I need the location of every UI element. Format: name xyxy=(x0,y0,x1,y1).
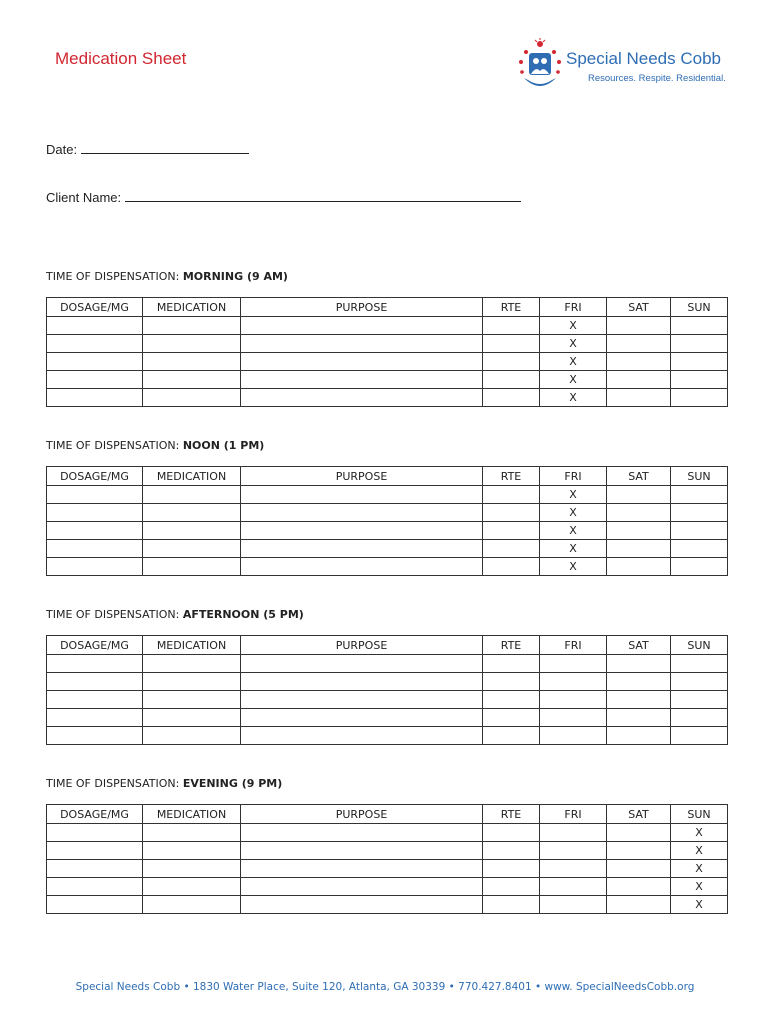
table-cell[interactable] xyxy=(607,655,671,673)
table-cell[interactable] xyxy=(607,824,671,842)
table-cell[interactable] xyxy=(671,486,728,504)
table-row xyxy=(47,709,728,727)
table-row xyxy=(47,655,728,673)
column-header: SUN xyxy=(671,636,728,655)
client-name-label: Client Name: xyxy=(46,190,122,205)
table-cell[interactable] xyxy=(607,540,671,558)
column-header: DOSAGE/MG xyxy=(47,467,143,486)
table-cell[interactable] xyxy=(607,727,671,745)
section-time: AFTERNOON (5 PM) xyxy=(182,608,304,621)
medication-table xyxy=(46,466,728,576)
table-cell[interactable] xyxy=(483,504,540,522)
table-cell[interactable] xyxy=(607,389,671,407)
medication-table xyxy=(46,297,728,407)
table-cell[interactable] xyxy=(143,540,241,558)
table-cell[interactable] xyxy=(47,878,143,896)
not-applicable-mark: X xyxy=(540,540,607,558)
column-header: FRI xyxy=(540,298,607,317)
client-name-field[interactable] xyxy=(46,189,521,205)
table-cell[interactable] xyxy=(241,317,483,335)
table-cell[interactable] xyxy=(671,522,728,540)
table-cell[interactable] xyxy=(241,878,483,896)
not-applicable-mark: X xyxy=(671,896,728,914)
table-cell[interactable] xyxy=(483,371,540,389)
table-cell[interactable] xyxy=(143,673,241,691)
table-cell[interactable] xyxy=(241,540,483,558)
table-cell[interactable] xyxy=(607,558,671,576)
table-cell[interactable] xyxy=(483,486,540,504)
column-header: PURPOSE xyxy=(241,805,483,824)
table-cell[interactable] xyxy=(607,335,671,353)
column-header: SUN xyxy=(671,467,728,486)
table-row xyxy=(47,504,728,522)
column-header: RTE xyxy=(483,636,540,655)
column-header: SUN xyxy=(671,298,728,317)
table-cell[interactable] xyxy=(671,655,728,673)
column-header: PURPOSE xyxy=(241,298,483,317)
table-cell[interactable] xyxy=(241,486,483,504)
table-cell[interactable] xyxy=(483,353,540,371)
date-label: Date: xyxy=(46,142,78,157)
table-cell[interactable] xyxy=(143,317,241,335)
section-label xyxy=(46,608,304,621)
table-cell[interactable] xyxy=(143,691,241,709)
table-cell[interactable] xyxy=(241,824,483,842)
table-cell[interactable] xyxy=(671,558,728,576)
table-cell[interactable] xyxy=(47,655,143,673)
table-cell[interactable] xyxy=(47,540,143,558)
column-header: DOSAGE/MG xyxy=(47,298,143,317)
not-applicable-mark: X xyxy=(540,522,607,540)
section-prefix: TIME OF DISPENSATION: xyxy=(46,777,180,790)
column-header: RTE xyxy=(483,298,540,317)
table-cell[interactable] xyxy=(47,522,143,540)
not-applicable-mark: X xyxy=(540,335,607,353)
section-label xyxy=(46,439,264,452)
column-header: SAT xyxy=(607,467,671,486)
table-cell[interactable] xyxy=(47,860,143,878)
column-header: MEDICATION xyxy=(143,636,241,655)
column-header: DOSAGE/MG xyxy=(47,636,143,655)
not-applicable-mark: X xyxy=(540,371,607,389)
table-row xyxy=(47,522,728,540)
table-cell[interactable] xyxy=(483,824,540,842)
table-cell[interactable] xyxy=(607,878,671,896)
table-row xyxy=(47,335,728,353)
table-row xyxy=(47,878,728,896)
not-applicable-mark: X xyxy=(671,860,728,878)
column-header: FRI xyxy=(540,467,607,486)
table-cell[interactable] xyxy=(47,709,143,727)
table-cell[interactable] xyxy=(671,317,728,335)
not-applicable-mark: X xyxy=(671,842,728,860)
table-cell[interactable] xyxy=(241,709,483,727)
table-cell[interactable] xyxy=(540,842,607,860)
table-row xyxy=(47,353,728,371)
table-row xyxy=(47,317,728,335)
table-cell[interactable] xyxy=(607,860,671,878)
table-cell[interactable] xyxy=(143,486,241,504)
table-cell[interactable] xyxy=(241,691,483,709)
table-row xyxy=(47,540,728,558)
column-header: MEDICATION xyxy=(143,805,241,824)
table-cell[interactable] xyxy=(143,353,241,371)
section-prefix: TIME OF DISPENSATION: xyxy=(46,270,180,283)
table-cell[interactable] xyxy=(47,727,143,745)
column-header: RTE xyxy=(483,467,540,486)
section-time: MORNING (9 AM) xyxy=(182,270,288,283)
table-cell[interactable] xyxy=(671,709,728,727)
table-cell[interactable] xyxy=(143,896,241,914)
column-header: SAT xyxy=(607,636,671,655)
section-time: NOON (1 PM) xyxy=(182,439,265,452)
logo-name: Special Needs Cobb xyxy=(566,49,721,68)
table-cell[interactable] xyxy=(47,389,143,407)
table-cell[interactable] xyxy=(540,709,607,727)
table-cell[interactable] xyxy=(241,860,483,878)
table-cell[interactable] xyxy=(47,824,143,842)
table-cell[interactable] xyxy=(241,727,483,745)
table-cell[interactable] xyxy=(241,558,483,576)
table-cell[interactable] xyxy=(671,371,728,389)
table-cell[interactable] xyxy=(47,691,143,709)
table-cell[interactable] xyxy=(241,335,483,353)
table-cell[interactable] xyxy=(241,896,483,914)
table-cell[interactable] xyxy=(483,335,540,353)
table-cell[interactable] xyxy=(540,691,607,709)
not-applicable-mark: X xyxy=(540,504,607,522)
table-cell[interactable] xyxy=(241,842,483,860)
table-cell[interactable] xyxy=(47,371,143,389)
table-cell[interactable] xyxy=(540,673,607,691)
table-cell[interactable] xyxy=(671,691,728,709)
table-cell[interactable] xyxy=(607,709,671,727)
table-cell[interactable] xyxy=(483,522,540,540)
table-header-row xyxy=(47,805,728,824)
table-row xyxy=(47,824,728,842)
not-applicable-mark: X xyxy=(540,558,607,576)
table-row xyxy=(47,558,728,576)
table-cell[interactable] xyxy=(540,727,607,745)
page-title: Medication Sheet xyxy=(55,49,187,68)
column-header: FRI xyxy=(540,636,607,655)
table-cell[interactable] xyxy=(483,860,540,878)
table-cell[interactable] xyxy=(47,842,143,860)
table-cell[interactable] xyxy=(143,842,241,860)
table-cell[interactable] xyxy=(143,655,241,673)
table-cell[interactable] xyxy=(607,317,671,335)
table-cell[interactable] xyxy=(540,824,607,842)
table-cell[interactable] xyxy=(241,522,483,540)
table-cell[interactable] xyxy=(47,504,143,522)
table-cell[interactable] xyxy=(143,727,241,745)
table-cell[interactable] xyxy=(483,317,540,335)
table-cell[interactable] xyxy=(483,896,540,914)
section-prefix: TIME OF DISPENSATION: xyxy=(46,608,180,621)
column-header: PURPOSE xyxy=(241,467,483,486)
date-field[interactable] xyxy=(46,141,249,157)
table-cell[interactable] xyxy=(241,389,483,407)
logo-mark-icon xyxy=(516,38,564,96)
table-cell[interactable] xyxy=(143,335,241,353)
table-cell[interactable] xyxy=(47,317,143,335)
column-header: SAT xyxy=(607,298,671,317)
column-header: DOSAGE/MG xyxy=(47,805,143,824)
not-applicable-mark: X xyxy=(540,317,607,335)
table-cell[interactable] xyxy=(483,727,540,745)
table-cell[interactable] xyxy=(607,522,671,540)
section-time: EVENING (9 PM) xyxy=(182,777,283,790)
table-cell[interactable] xyxy=(483,673,540,691)
column-header: FRI xyxy=(540,805,607,824)
not-applicable-mark: X xyxy=(671,878,728,896)
table-cell[interactable] xyxy=(143,522,241,540)
table-cell[interactable] xyxy=(483,389,540,407)
table-cell[interactable] xyxy=(671,335,728,353)
table-cell[interactable] xyxy=(143,371,241,389)
table-cell[interactable] xyxy=(241,371,483,389)
table-cell[interactable] xyxy=(241,673,483,691)
table-cell[interactable] xyxy=(607,691,671,709)
table-row xyxy=(47,486,728,504)
table-row xyxy=(47,727,728,745)
table-cell[interactable] xyxy=(607,353,671,371)
table-cell[interactable] xyxy=(241,655,483,673)
column-header: RTE xyxy=(483,805,540,824)
table-cell[interactable] xyxy=(241,353,483,371)
table-cell[interactable] xyxy=(607,673,671,691)
table-cell[interactable] xyxy=(483,691,540,709)
table-cell[interactable] xyxy=(143,878,241,896)
table-cell[interactable] xyxy=(540,860,607,878)
table-cell[interactable] xyxy=(483,558,540,576)
column-header: PURPOSE xyxy=(241,636,483,655)
table-cell[interactable] xyxy=(607,504,671,522)
table-cell[interactable] xyxy=(607,486,671,504)
table-cell[interactable] xyxy=(47,353,143,371)
table-cell[interactable] xyxy=(483,540,540,558)
table-header-row xyxy=(47,467,728,486)
table-cell[interactable] xyxy=(540,878,607,896)
table-cell[interactable] xyxy=(607,371,671,389)
table-cell[interactable] xyxy=(143,504,241,522)
section-prefix: TIME OF DISPENSATION: xyxy=(46,439,180,452)
table-cell[interactable] xyxy=(47,558,143,576)
table-row xyxy=(47,896,728,914)
table-cell[interactable] xyxy=(47,673,143,691)
table-cell[interactable] xyxy=(483,842,540,860)
table-cell[interactable] xyxy=(143,860,241,878)
table-cell[interactable] xyxy=(143,558,241,576)
column-header: MEDICATION xyxy=(143,467,241,486)
table-cell[interactable] xyxy=(483,655,540,673)
medication-table xyxy=(46,804,728,914)
table-cell[interactable] xyxy=(483,709,540,727)
table-row xyxy=(47,673,728,691)
table-row xyxy=(47,371,728,389)
table-cell[interactable] xyxy=(607,842,671,860)
not-applicable-mark: X xyxy=(540,389,607,407)
column-header: SAT xyxy=(607,805,671,824)
table-cell[interactable] xyxy=(540,655,607,673)
table-cell[interactable] xyxy=(671,504,728,522)
table-cell[interactable] xyxy=(47,896,143,914)
column-header: MEDICATION xyxy=(143,298,241,317)
column-header: SUN xyxy=(671,805,728,824)
table-cell[interactable] xyxy=(671,673,728,691)
table-row xyxy=(47,842,728,860)
table-cell[interactable] xyxy=(143,824,241,842)
table-cell[interactable] xyxy=(671,353,728,371)
table-header-row xyxy=(47,298,728,317)
table-row xyxy=(47,691,728,709)
table-row xyxy=(47,389,728,407)
footer-contact: Special Needs Cobb • 1830 Water Place, Suite 120, Atlanta, GA 30339 • 770.427.8401 • www. SpecialNeedsCobb.org xyxy=(75,981,695,993)
section-label xyxy=(46,777,282,790)
table-cell[interactable] xyxy=(671,540,728,558)
table-cell[interactable] xyxy=(540,896,607,914)
table-row xyxy=(47,860,728,878)
table-cell[interactable] xyxy=(607,896,671,914)
table-cell[interactable] xyxy=(47,335,143,353)
table-cell[interactable] xyxy=(47,486,143,504)
date-line[interactable] xyxy=(81,141,249,154)
logo-tagline: Resources. Respite. Residential. xyxy=(588,73,726,84)
not-applicable-mark: X xyxy=(671,824,728,842)
table-cell[interactable] xyxy=(143,389,241,407)
organization-logo xyxy=(516,38,736,96)
not-applicable-mark: X xyxy=(540,486,607,504)
table-cell[interactable] xyxy=(483,878,540,896)
table-header-row xyxy=(47,636,728,655)
table-cell[interactable] xyxy=(671,727,728,745)
medication-table xyxy=(46,635,728,745)
client-name-line[interactable] xyxy=(125,189,521,202)
table-cell[interactable] xyxy=(143,709,241,727)
table-cell[interactable] xyxy=(241,504,483,522)
not-applicable-mark: X xyxy=(540,353,607,371)
section-label xyxy=(46,270,288,283)
table-cell[interactable] xyxy=(671,389,728,407)
